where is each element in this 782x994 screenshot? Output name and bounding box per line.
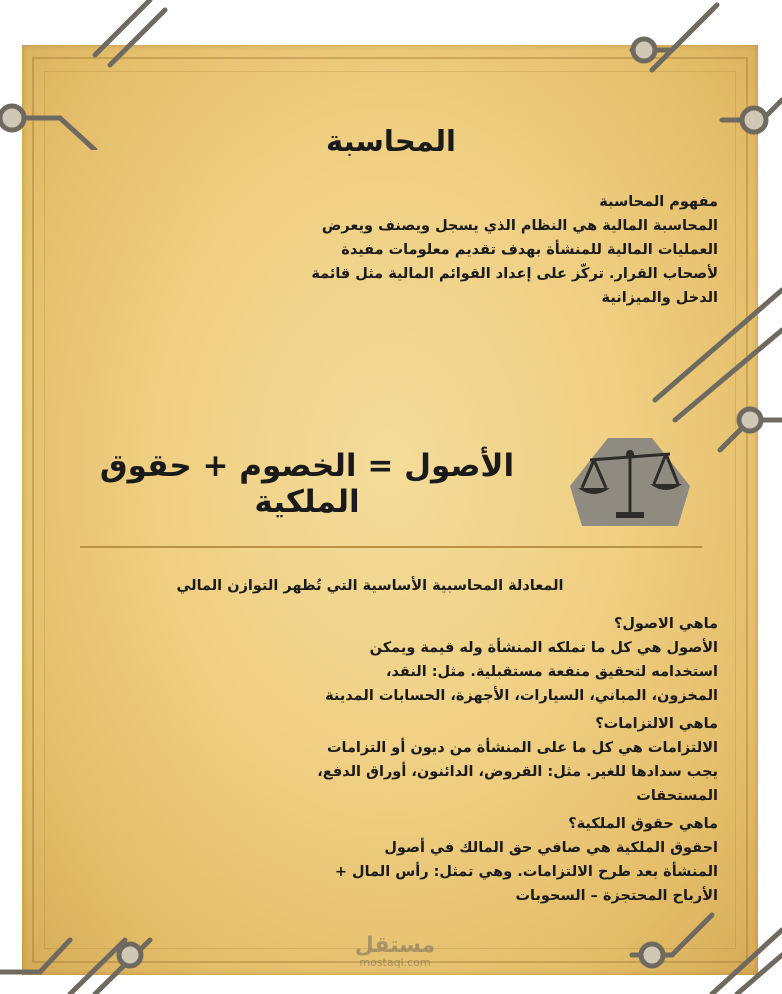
equity-question: ماهي حقوق الملكية؟ — [568, 816, 718, 832]
equity-section — [300, 812, 718, 908]
watermark-site: mostaql.com — [359, 956, 431, 969]
concept-line: الدخل والميزانية — [601, 290, 718, 306]
concept-line: العمليات المالية للمنشأة بهدف تقديم معلومات مفيدة — [341, 242, 718, 258]
liabilities-question: ماهي الالتزامات؟ — [595, 716, 718, 732]
equity-line: الأرباح المحتجزة – السحوبات — [515, 888, 718, 904]
liabilities-line: يجب سدادها للغير. مثل: القروض، الدائنون، أوراق الدفع، — [317, 764, 718, 780]
assets-line: الأصول هي كل ما تملكه المنشأة وله قيمة ويمكن — [369, 640, 718, 656]
concept-line: لأصحاب القرار. تركّز على إعداد القوائم المالية مثل قائمة — [311, 266, 718, 282]
concept-heading: مفهوم المحاسبة — [599, 194, 718, 210]
equation-caption: المعادلة المحاسبية الأساسية التي تُظهر التوازن المالي — [176, 578, 564, 594]
balance-scale-icon — [560, 436, 700, 528]
liabilities-section — [300, 712, 718, 808]
assets-line: المخزون، المباني، السيارات، الأجهزة، الحسابات المدينة — [325, 688, 718, 704]
divider — [80, 546, 702, 548]
assets-question: ماهي الاصول؟ — [613, 616, 718, 632]
watermark — [340, 935, 450, 969]
equity-line: احقوق الملكية هي صافي حق المالك في أصول — [384, 840, 718, 856]
equity-line: المنشأة بعد طرح الالتزامات. وهي تمثل: رأس المال + — [334, 864, 718, 880]
concept-paragraph — [300, 190, 718, 310]
concept-line: المحاسبة المالية هي النظام الذي يسجل ويصنف ويعرض — [321, 218, 718, 234]
liabilities-line: الالتزامات هي كل ما على المنشأة من ديون أو التزامات — [326, 740, 718, 756]
page-title: المحاسبة — [325, 124, 456, 158]
assets-line: استخدامه لتحقيق منفعة مستقبلية. مثل: النقد، — [386, 664, 718, 680]
assets-section — [300, 612, 718, 708]
liabilities-line: المستحقات — [636, 788, 718, 804]
circuit-ornament-bottom-left-icon — [0, 880, 160, 994]
watermark-logo: مستقل — [354, 933, 436, 958]
accounting-equation: الأصول = الخصوم + حقوق الملكية — [99, 448, 515, 520]
